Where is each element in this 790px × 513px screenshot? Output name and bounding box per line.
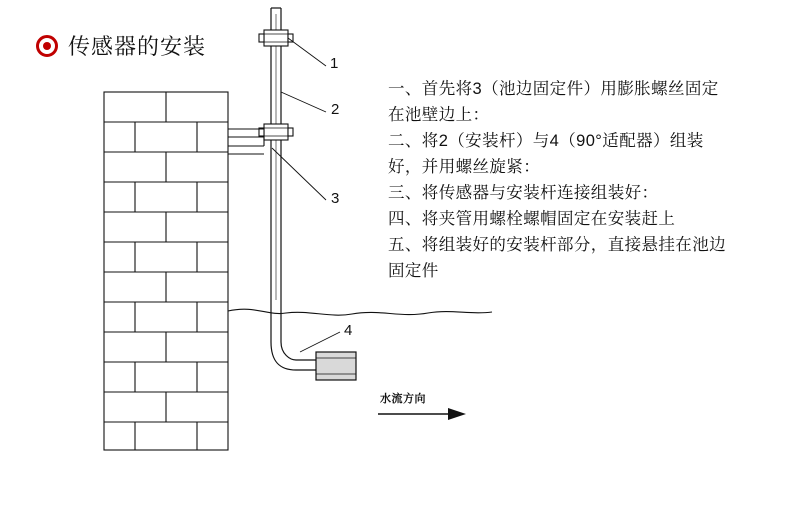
instruction-line: 五、将组装好的安装杆部分，直接悬挂在池边 <box>388 236 726 254</box>
sensor-body <box>316 352 356 380</box>
instruction-line: 好，并用螺丝旋紧： <box>388 158 541 176</box>
flow-direction-label: 水流方向 <box>380 393 426 405</box>
pipe-clamp-top <box>259 30 293 46</box>
callout-number-1: 1 <box>330 55 339 72</box>
callout-leader-lines <box>272 38 340 352</box>
instruction-line: 在池壁边上： <box>388 106 490 124</box>
callout-number-4: 4 <box>344 322 353 339</box>
page-title-text: 传感器的安装 <box>68 34 207 59</box>
instruction-line: 固定件 <box>388 262 439 280</box>
instruction-line: 一、首先将3（池边固定件）用膨胀螺丝固定 <box>388 80 719 98</box>
pool-wall <box>104 92 228 450</box>
ninety-degree-adapter <box>271 342 316 370</box>
instruction-line: 四、将夹管用螺栓螺帽固定在安装赶上 <box>388 210 676 228</box>
instruction-line: 三、将传感器与安装杆连接组装好： <box>388 184 659 202</box>
callout-number-3: 3 <box>331 190 340 207</box>
water-surface-line <box>228 309 492 315</box>
flow-direction-arrow <box>378 408 466 420</box>
pool-edge-bracket <box>228 124 293 154</box>
callout-number-2: 2 <box>331 101 340 118</box>
instruction-line: 二、将2（安装杆）与4（90°适配器）组装 <box>388 132 704 150</box>
mounting-rod <box>271 8 281 342</box>
